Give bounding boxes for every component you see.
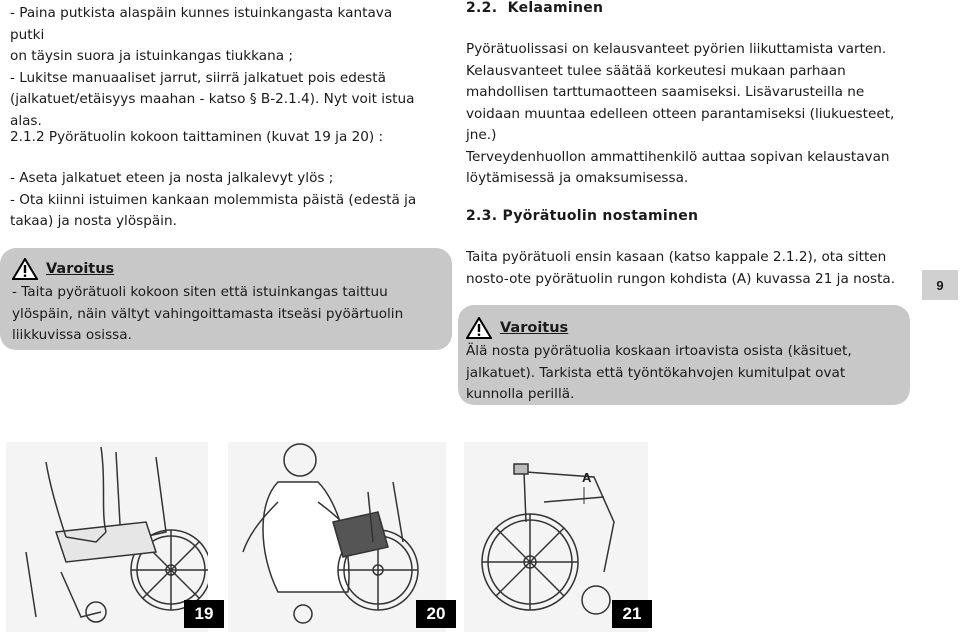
intro-text bbox=[10, 3, 430, 132]
warning-label: Varoitus bbox=[46, 261, 115, 277]
warning-line: jalkatuet). Tarkista että työntökahvojen kumitulpat ovat bbox=[466, 364, 846, 381]
fold-steps bbox=[10, 168, 416, 233]
body-line: nosto-ote pyörätuolin rungon kohdista (A) kuvassa 21 ja nosta. bbox=[466, 270, 896, 287]
body-line: Taita pyörätuoli ensin kasaan (katso kappale 2.1.2), ota sitten bbox=[466, 249, 887, 265]
body-line: Terveydenhuollon ammattihenkilö auttaa sopivan kelaustavan bbox=[466, 148, 890, 165]
label-a: A bbox=[582, 470, 592, 485]
intro-line: (jalkatuet/etäisyys maahan - katso § B-2.1.4). Nyt voit istua bbox=[10, 91, 415, 107]
figure-number: 19 bbox=[184, 600, 224, 628]
warning-label: Varoitus bbox=[500, 320, 569, 336]
step-line: - Ota kiinni istuimen kankaan molemmista päistä (edestä ja bbox=[10, 191, 417, 208]
step-line: - Aseta jalkatuet eteen ja nosta jalkalevyt ylös ; bbox=[10, 170, 334, 186]
figure-number: 21 bbox=[612, 600, 652, 628]
intro-line: alas. bbox=[10, 112, 42, 129]
section-2-2-body bbox=[466, 39, 906, 190]
figure-20 bbox=[228, 442, 446, 632]
wheelchair-folding-illustration bbox=[6, 442, 208, 632]
intro-line: - Paina putkista alaspäin kunnes istuinkangasta kantava putki bbox=[10, 5, 393, 43]
warning-line: Älä nosta pyörätuolia koskaan irtoavista osista (käsituet, bbox=[466, 343, 852, 359]
body-line: Kelausvanteet tulee säätää korkeutesi mukaan parhaan bbox=[466, 62, 846, 79]
body-line: voidaan muuntaa edelleen otteen parantamiseksi (liukuesteet, bbox=[466, 105, 895, 122]
section-2-3-title: 2.3. Pyörätuolin nostaminen bbox=[466, 208, 699, 224]
section-2-3-body bbox=[466, 247, 916, 290]
body-line: Pyörätuolissasi on kelausvanteet pyörien liikuttamista varten. bbox=[466, 41, 887, 57]
page-number-tab: 9 bbox=[922, 270, 958, 300]
intro-line: - Lukitse manuaaliset jarrut, siirrä jalkatuet pois edestä bbox=[10, 69, 386, 86]
figure-19 bbox=[6, 442, 214, 632]
warning-box-right bbox=[458, 305, 910, 405]
step-line: takaa) ja nosta ylöspäin. bbox=[10, 213, 177, 229]
body-line: löytämisessä ja omaksumisessa. bbox=[466, 170, 689, 186]
warning-title-right bbox=[466, 317, 568, 339]
body-line: jne.) bbox=[466, 127, 497, 143]
figure-21 bbox=[464, 442, 648, 632]
warning-line: liikkuvissa osissa. bbox=[12, 327, 132, 343]
warning-line: - Taita pyörätuoli kokoon siten että istuinkangas taittuu bbox=[12, 284, 388, 300]
warning-triangle-icon bbox=[12, 258, 38, 280]
warning-line: ylöspäin, näin vältyt vahingoittamasta itseäsi pyöärtuolin bbox=[12, 305, 404, 322]
body-line: mahdollisen tarttumaotteen saamiseksi. Lisävarusteilla ne bbox=[466, 84, 865, 100]
figure-number: 20 bbox=[416, 600, 456, 628]
warning-body-right bbox=[466, 341, 906, 406]
warning-body-left bbox=[12, 282, 430, 347]
section-2-2-title: 2.2. Kelaaminen bbox=[466, 0, 604, 16]
intro-line: on täysin suora ja istuinkangas tiukkana ; bbox=[10, 48, 293, 64]
warning-title-left bbox=[12, 258, 114, 280]
warning-line: kunnolla perillä. bbox=[466, 386, 575, 402]
person-lifting-seat-illustration bbox=[228, 442, 446, 632]
warning-triangle-icon bbox=[466, 317, 492, 339]
warning-box-left bbox=[0, 248, 452, 350]
section-2-1-2-title: 2.1.2 Pyörätuolin kokoon taittaminen (kuvat 19 ja 20) : bbox=[10, 129, 384, 145]
